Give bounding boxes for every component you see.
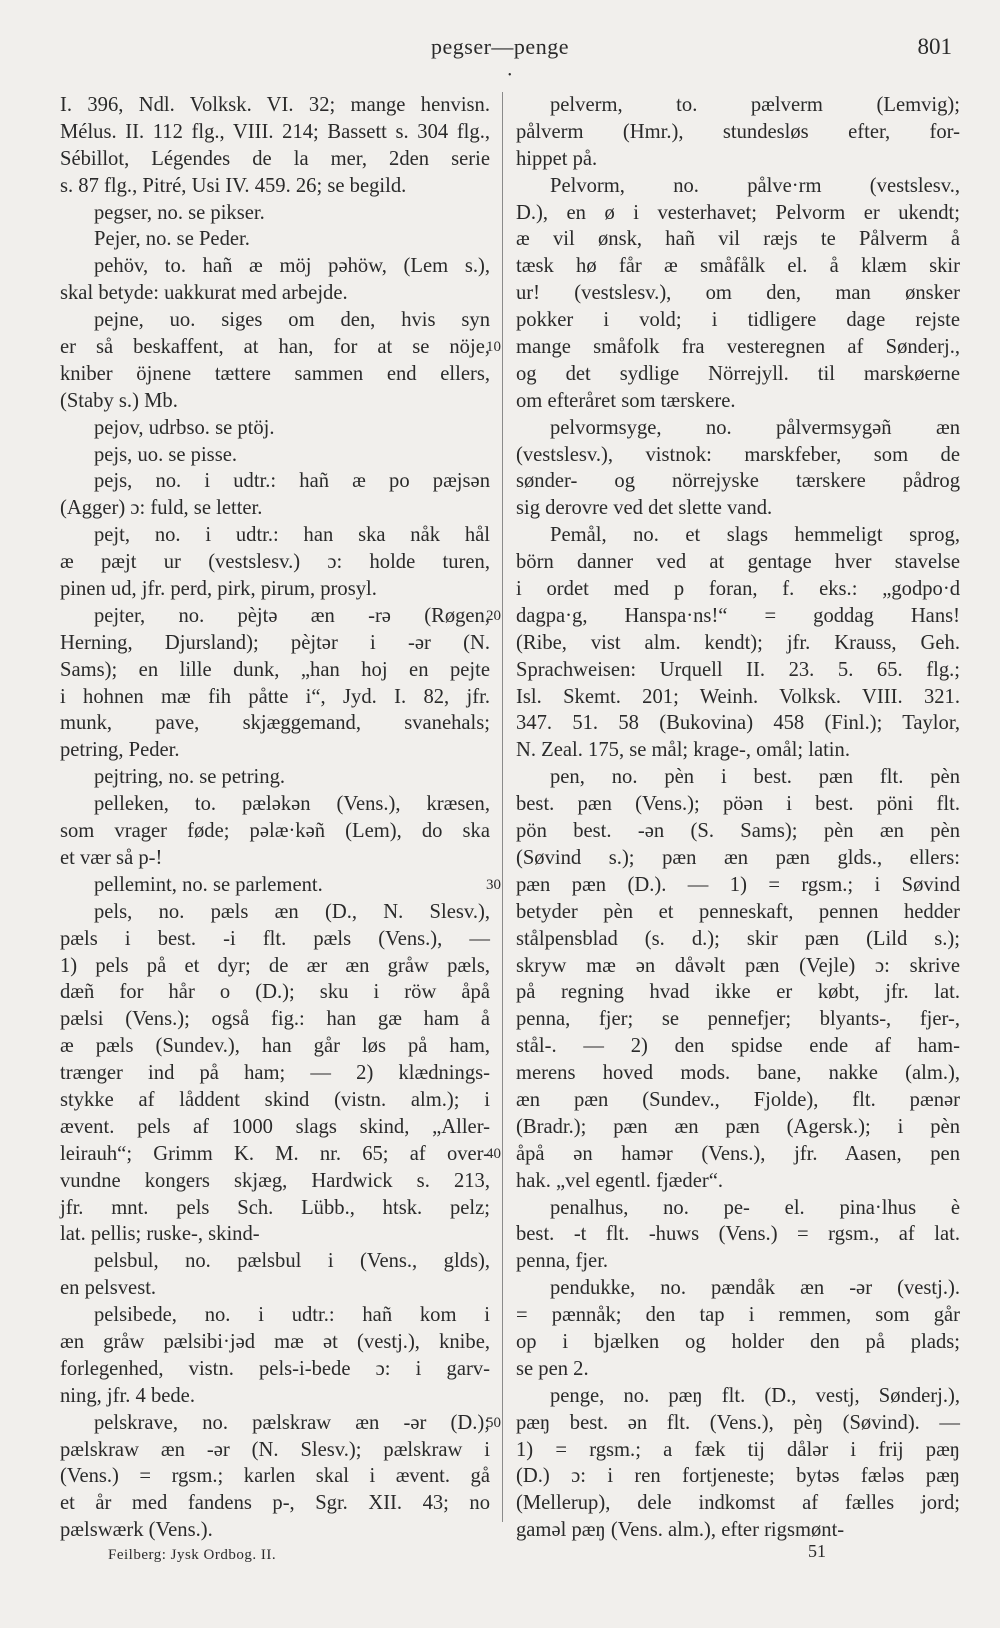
left-column-line: pejt, no. i udtr.: han ska nåk hål — [94, 524, 490, 547]
left-column-line: pelleken, to. pæləkən (Vens.), kræsen, — [94, 793, 490, 816]
left-column-line: leirauh“; Grimm K. M. nr. 65; af over- — [60, 1142, 490, 1165]
left-column-line: pælsi (Vens.); også fig.: han gæ ham å — [60, 1008, 490, 1031]
left-column-line: pinen ud, jfr. perd, pirk, pirum, prosyl. — [60, 578, 377, 601]
left-column-line: pehöv, to. hañ æ möj pəhöw, (Lem s.), — [94, 255, 490, 278]
right-column-line: betyder pèn et penneskaft, pennen hedder — [516, 900, 960, 923]
footer-signature-line: Feilberg: Jysk Ordbog. II. — [108, 1547, 277, 1563]
right-column-line: pelvormsyge, no. pålvermsygəñ æn — [550, 416, 960, 439]
right-column — [516, 92, 960, 1544]
right-column-line: pæn pæn (D.). — 1) = rgsm.; i Søvind — [516, 873, 960, 896]
left-column-line: munk, pave, skjæggemand, svanehals; — [60, 712, 490, 735]
left-column-line: er så beskaffent, at han, for at se nöje, — [60, 336, 490, 359]
right-column-line: hippet på. — [516, 147, 598, 170]
left-column-line: Pejer, no. se Peder. — [94, 228, 250, 251]
left-column-line: pæls i best. -i flt. pæls (Vens.), — — [60, 927, 490, 950]
right-column-line: æn pæn (Sundev., Fjolde), flt. pænər — [516, 1088, 960, 1111]
right-column-line: hak. „vel egentl. fjæder“. — [516, 1169, 723, 1192]
right-column-line: penalhus, no. pe- el. pina·lhus è — [550, 1196, 960, 1219]
left-column-line: pejs, no. i udtr.: hañ æ po pæjsən — [94, 470, 490, 493]
right-column-line: se pen 2. — [516, 1357, 589, 1380]
left-column-line: pejtring, no. se petring. — [94, 766, 286, 789]
right-column-line: ur! (vestslesv.), om den, man ønsker — [516, 282, 960, 305]
right-column-line: börn danner ved at gentage hver stavelse — [516, 551, 960, 574]
left-column — [60, 92, 490, 1544]
right-column-line: Isl. Skemt. 201; Weinh. Volksk. VIII. 321. — [516, 685, 960, 708]
right-column-line: penna, fjer; se pennefjer; blyants-, fjer-, — [516, 1008, 960, 1031]
right-column-line: (Mellerup), dele indkomst af fælles jord; — [516, 1492, 960, 1515]
header-mark: • — [508, 70, 512, 81]
left-column-line: pejter, no. pèjtə æn -rə (Røgen, — [94, 604, 490, 627]
left-column-line: (Vens.) = rgsm.; karlen skal i ævent. gå — [60, 1465, 490, 1488]
left-column-line: lat. pellis; ruske-, skind- — [60, 1223, 260, 1246]
page-number: 801 — [917, 34, 952, 59]
left-column-line: skal betyde: uakkurat med arbejde. — [60, 282, 348, 305]
right-column-line: pålverm (Hmr.), stundesløs efter, for- — [516, 120, 960, 143]
right-column-line: stål-. — 2) den spidse ende af ham- — [516, 1035, 960, 1058]
right-column-line: pön best. -ən (S. Sams); pèn æn pèn — [516, 820, 960, 843]
left-column-line: I. 396, Ndl. Volksk. VI. 32; mange henvisn. — [60, 94, 490, 116]
left-column-line: pælswærk (Vens.). — [60, 1519, 213, 1542]
left-column-line: pælskraw æn -ər (N. Slesv.); pælskraw i — [60, 1438, 490, 1461]
left-column-line: Sébillot, Légendes de la mer, 2den serie — [60, 147, 490, 170]
left-column-line: pels, no. pæls æn (D., N. Slesv.), — [94, 900, 490, 923]
left-column-line: som vrager føde; pəlæ·kəñ (Lem), do ska — [60, 820, 490, 843]
left-column-line: kniber öjnene tættere sammen end ellers, — [60, 362, 490, 385]
left-column-line: dæñ for hår o (D.); sku i röw åpå — [60, 981, 490, 1004]
left-column-line: 1) pels på et dyr; de ær æn gråw pæls, — [60, 954, 490, 977]
running-head: pegser—penge — [431, 34, 569, 59]
right-column-line: 1) = rgsm.; a fæk tij dålər i frij pæŋ — [516, 1438, 960, 1461]
left-column-line: æ pæls (Sundev.), han går løs på ham, — [60, 1035, 490, 1058]
right-column-line: (Søvind s.); pæn æn pæn glds., ellers: — [516, 846, 960, 869]
right-column-line: op i bjælken og holder den på plads; — [516, 1330, 960, 1353]
left-column-line: æn gråw pælsibi·jəd mæ ət (vestj.), knibe, — [60, 1330, 490, 1353]
left-column-line: et år med fandens p-, Sgr. XII. 43; no — [60, 1492, 490, 1515]
line-number: 20 — [486, 608, 501, 625]
left-column-line: pelsibede, no. i udtr.: hañ kom i — [94, 1304, 490, 1327]
right-column-line: mange småfolk fra vesteregnen af Sønderj., — [516, 336, 960, 359]
right-column-line: Pelvorm, no. pålve·rm (vestslesv., — [550, 174, 960, 197]
left-column-line: (Staby s.) Mb. — [60, 389, 178, 412]
left-column-line: pelsbul, no. pælsbul i (Vens., glds), — [94, 1250, 490, 1273]
left-column-line: s. 87 flg., Pitré, Usi IV. 459. 26; se begild. — [60, 174, 407, 197]
right-column-line: best. -t flt. -huws (Vens.) = rgsm., af lat. — [516, 1223, 960, 1246]
left-column-line: trænger ind på ham; — 2) klædnings- — [60, 1062, 490, 1085]
right-column-line: dagpa·g, Hanspa·ns!“ = goddag Hans! — [516, 604, 960, 627]
right-column-line: merens hoved mods. bane, nakke (alm.), — [516, 1062, 960, 1085]
right-column-line: æ vil ønsk, hañ vil ræjs te Pålverm å — [516, 228, 960, 251]
left-column-line: i hohnen mæ fih påtte i“, Jyd. I. 82, jfr. — [60, 685, 490, 708]
left-column-line: jfr. mnt. pels Sch. Lübb., htsk. pelz; — [60, 1196, 490, 1219]
left-column-line: en pelsvest. — [60, 1277, 157, 1300]
line-number: 40 — [486, 1146, 501, 1163]
right-column-line: = pænnåk; den tap i remmen, som går — [516, 1304, 960, 1327]
left-column-line: Sams); en lille dunk, „han hoj en pejte — [60, 658, 490, 681]
left-column-line: ning, jfr. 4 bede. — [60, 1384, 195, 1407]
right-column-line: om efteråret som tærskere. — [516, 389, 736, 412]
left-column-line: pejs, uo. se pisse. — [94, 443, 237, 466]
right-column-line: (Ribe, vist alm. kendt); jfr. Krauss, Geh. — [516, 631, 960, 654]
left-column-line: Mélus. II. 112 flg., VIII. 214; Bassett s. 304 flg., — [60, 120, 490, 143]
right-column-line: pæŋ best. ən flt. (Vens.), pèŋ (Søvind). — — [516, 1411, 960, 1434]
left-column-line: petring, Peder. — [60, 739, 180, 762]
right-column-line: Sprachweisen: Urquell II. 23. 5. 65. flg.; — [516, 658, 960, 681]
right-column-line: skryw mæ ən dåvəlt pæn (Vejle) ɔ: skrive — [516, 954, 960, 977]
column-divider — [502, 92, 503, 1522]
right-column-line: penna, fjer. — [516, 1250, 609, 1273]
right-column-line: gaməl pæŋ (Vens. alm.), efter rigsmønt- — [516, 1519, 845, 1542]
line-number: 50 — [486, 1415, 501, 1432]
right-column-line: sønder- og nörrejyske tærskere pådrog — [516, 470, 960, 493]
left-column-line: pegser, no. se pikser. — [94, 201, 265, 224]
left-column-line: pellemint, no. se parlement. — [94, 873, 323, 896]
left-column-line: Herning, Djursland); pèjtər i -ər (N. — [60, 631, 490, 654]
right-column-line: tæsk hø får æ småfålk el. å klæm skir — [516, 255, 960, 278]
right-column-line: åpå ən hamər (Vens.), jfr. Aasen, pen — [516, 1142, 960, 1165]
right-column-line: pelverm, to. pælverm (Lemvig); — [550, 94, 960, 116]
right-column-line: D.), en ø i vesterhavet; Pelvorm er ukendt; — [516, 201, 960, 224]
left-column-line: forlegenhed, vistn. pels-i-bede ɔ: i garv- — [60, 1357, 490, 1380]
right-column-line: og det sydlige Nörrejyll. til marskøerne — [516, 362, 960, 385]
right-column-line: på regning hvad ikke er købt, jfr. lat. — [516, 981, 960, 1004]
right-column-line: Pemål, no. et slags hemmeligt sprog, — [550, 524, 960, 547]
left-column-line: stykke af låddent skind (vistn. alm.); i — [60, 1088, 490, 1111]
right-column-line: penge, no. pæŋ flt. (D., vestj, Sønderj.), — [550, 1384, 960, 1407]
left-column-line: ævent. pels af 1000 slags skind, „Aller- — [60, 1115, 490, 1138]
right-column-line: pokker i vold; i tidligere dage rejste — [516, 309, 960, 332]
right-column-line: 347. 51. 58 (Bukovina) 458 (Finl.); Taylor, — [516, 712, 960, 735]
left-column-line: pelskrave, no. pælskraw æn -ər (D.); — [94, 1411, 490, 1434]
signature-mark: 51 — [808, 1541, 826, 1561]
right-column-line: (D.) ɔ: i ren fortjeneste; bytəs fæləs pæŋ — [516, 1465, 960, 1488]
right-column-line: pendukke, no. pændåk æn -ər (vestj.). — [550, 1277, 960, 1300]
left-column-line: æ pæjt ur (vestslesv.) ɔ: holde turen, — [60, 551, 490, 574]
right-column-line: (vestslesv.), vistnok: marskfeber, som de — [516, 443, 960, 466]
right-column-line: i ordet med p foran, f. eks.: „godpo·d — [516, 578, 960, 601]
right-column-line: (Bradr.); pæn æn pæn (Agersk.); i pèn — [516, 1115, 960, 1138]
right-column-line: stålpensblad (s. d.); skir pæn (Lild s.); — [516, 927, 960, 950]
left-column-line: (Agger) ɔ: fuld, se letter. — [60, 497, 263, 520]
left-column-line: pejne, uo. siges om den, hvis syn — [94, 309, 490, 332]
right-column-line: best. pæn (Vens.); pöən i best. pöni flt. — [516, 793, 960, 816]
line-number: 10 — [486, 339, 501, 356]
left-column-line: vundne kongers skjæg, Hardwick s. 213, — [60, 1169, 490, 1192]
left-column-line: pejov, udrbso. se ptöj. — [94, 416, 275, 439]
line-number: 30 — [486, 877, 501, 894]
right-column-line: pen, no. pèn i best. pæn flt. pèn — [550, 766, 960, 789]
right-column-line: sig derovre ved det slette vand. — [516, 497, 773, 520]
left-column-line: et vær så p-! — [60, 846, 163, 869]
right-column-line: N. Zeal. 175, se mål; krage-, omål; latin. — [516, 739, 850, 762]
